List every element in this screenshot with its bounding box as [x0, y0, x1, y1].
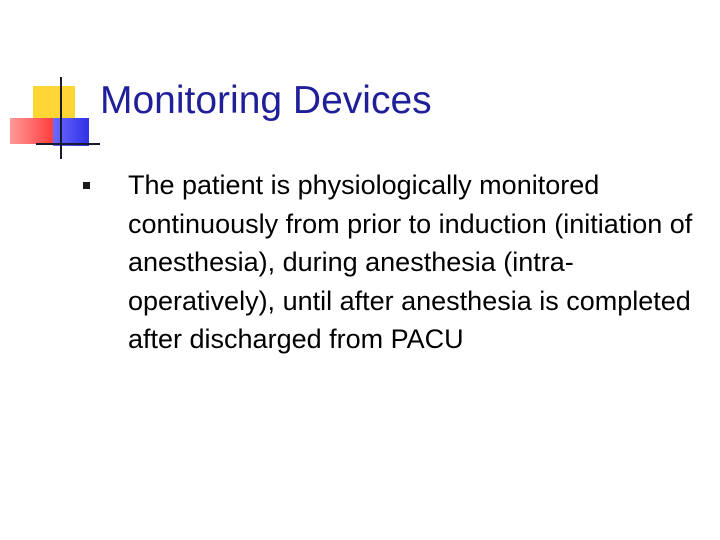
- slide-title: Monitoring Devices: [100, 79, 432, 122]
- horizontal-rule: [36, 143, 100, 145]
- square-bullet-icon: [83, 182, 90, 189]
- slide-logo-decoration: [0, 0, 100, 170]
- bullet-text: The patient is physiologically monitored continuously from prior to induction (initiation of anesthesia), during anesthesia (intra-operatively), until after anesthesia is completed after discharged from PACU: [128, 170, 693, 354]
- yellow-square: [33, 86, 75, 122]
- blue-square: [53, 118, 89, 146]
- vertical-rule: [60, 77, 62, 159]
- red-square: [10, 118, 54, 144]
